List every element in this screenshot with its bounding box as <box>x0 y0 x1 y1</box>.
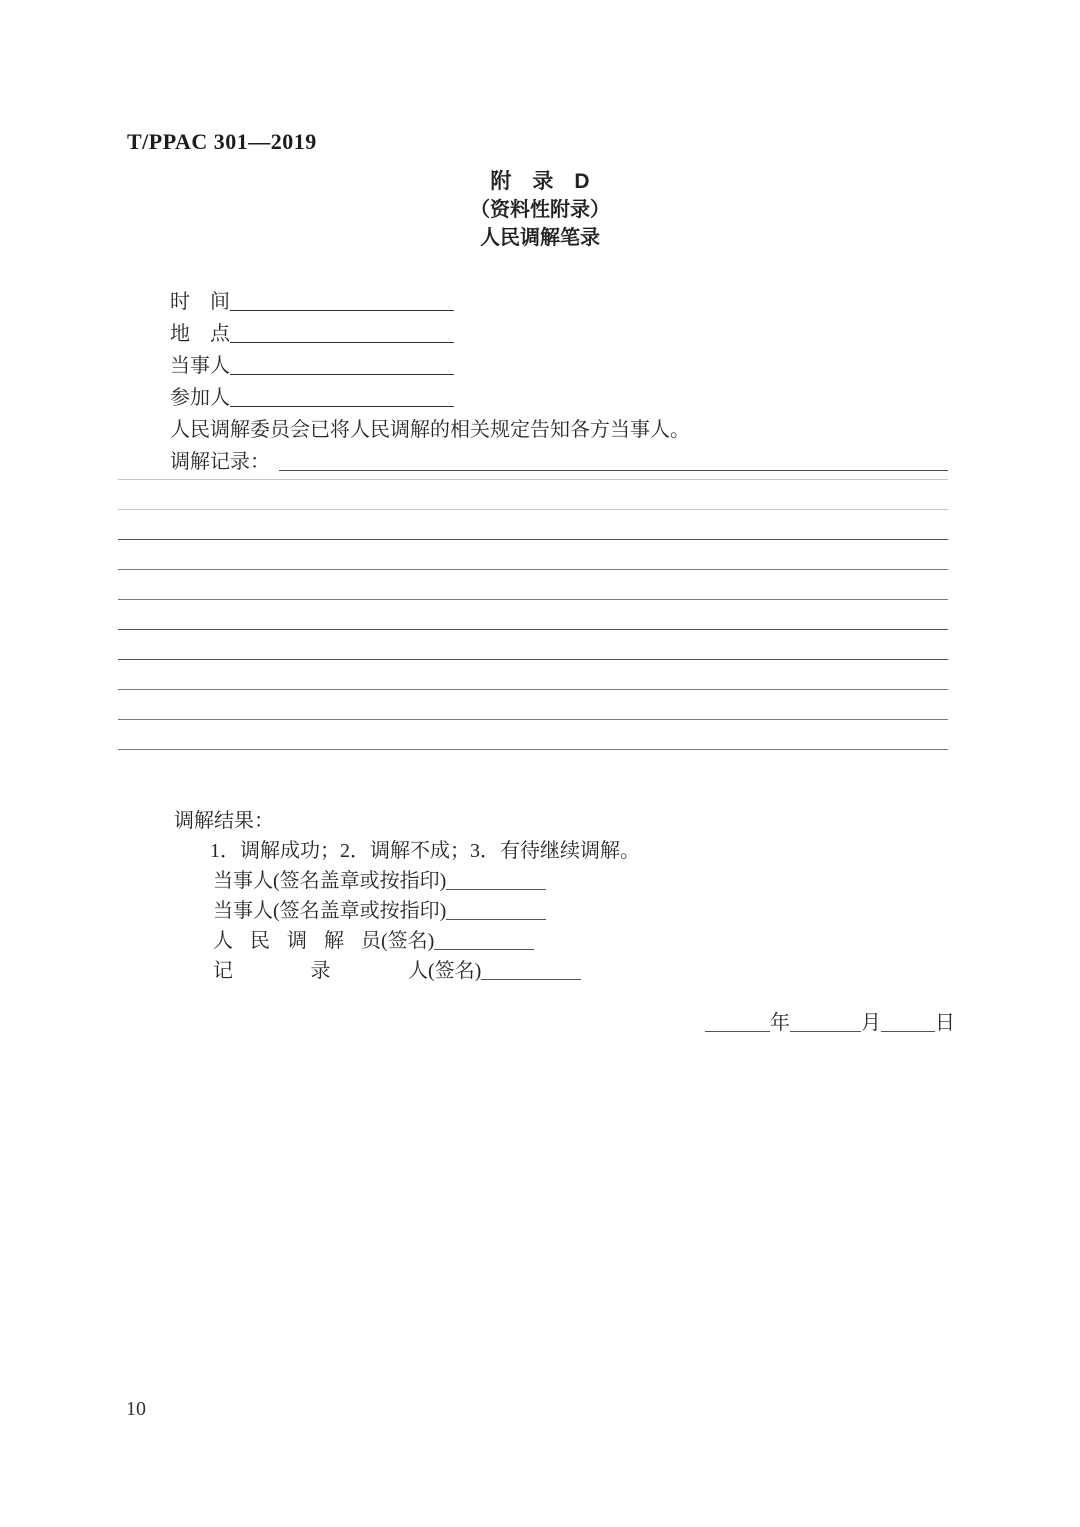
record-blank-line <box>118 450 948 480</box>
appendix-title: 附 录 D <box>490 170 590 193</box>
field-blank-time <box>230 309 454 311</box>
signature-blank-party1 <box>446 888 546 890</box>
field-label-participants: 参加人 <box>170 387 230 409</box>
record-label: 调解记录： <box>170 451 270 473</box>
record-blank-line <box>118 540 948 570</box>
result-options: 1．调解成功；2．调解不成；3．有待继续调解。 <box>210 840 640 862</box>
date-blank-year <box>705 1030 770 1032</box>
field-blank-parties <box>230 373 454 375</box>
signature-row-recorder <box>174 953 954 983</box>
field-label-place: 地 点 <box>170 323 230 345</box>
record-blank-line <box>118 570 948 600</box>
record-blank-line <box>118 510 948 540</box>
signature-hint-recorder: (签名) <box>428 960 482 982</box>
record-lines <box>118 450 948 750</box>
signature-label-party2: 当事人 <box>213 900 273 922</box>
page-number: 10 <box>126 1398 146 1420</box>
signature-row-party2 <box>174 893 954 923</box>
signature-blank-mediator <box>434 948 534 950</box>
form-header-fields <box>170 282 948 474</box>
field-blank-place <box>230 341 454 343</box>
signature-blank-party2 <box>446 918 546 920</box>
signature-blank-recorder <box>481 978 581 980</box>
result-label: 调解结果： <box>174 810 274 832</box>
field-label-parties: 当事人 <box>170 355 230 377</box>
date-blank-day <box>881 1030 935 1032</box>
field-row-participants <box>170 378 948 410</box>
signature-row-mediator <box>174 923 954 953</box>
date-line <box>705 1005 955 1035</box>
field-label-time: 时 间 <box>170 291 230 313</box>
field-row-time <box>170 282 948 314</box>
signature-label-mediator: 人民调解员 <box>213 930 381 952</box>
result-label-row <box>174 803 954 833</box>
signature-hint-party1: (签名盖章或按指印) <box>273 870 447 892</box>
date-blank-month <box>790 1030 861 1032</box>
form-title: 人民调解笔录 <box>480 227 600 249</box>
signature-hint-mediator: (签名) <box>381 930 435 952</box>
date-year-label: 年 <box>770 1012 790 1034</box>
result-options-row <box>174 833 954 863</box>
record-blank-line <box>118 480 948 510</box>
field-row-parties <box>170 346 948 378</box>
field-row-place <box>170 314 948 346</box>
signature-row-party1 <box>174 863 954 893</box>
appendix-subtitle: （资料性附录） <box>470 199 610 221</box>
date-month-label: 月 <box>861 1012 881 1034</box>
record-blank-line <box>118 600 948 630</box>
signature-label-party1: 当事人 <box>213 870 273 892</box>
signature-label-recorder: 记录人 <box>213 960 428 982</box>
result-section <box>174 803 954 983</box>
record-blank-line <box>118 690 948 720</box>
date-day-label: 日 <box>935 1012 955 1034</box>
signature-hint-party2: (签名盖章或按指印) <box>273 900 447 922</box>
notice-text: 人民调解委员会已将人民调解的相关规定告知各方当事人。 <box>170 419 690 441</box>
record-blank-line <box>118 660 948 690</box>
field-blank-participants <box>230 405 454 407</box>
notice-row <box>170 410 948 442</box>
record-blank-line <box>118 630 948 660</box>
record-blank-line <box>118 720 948 750</box>
standard-code: T/PPAC 301—2019 <box>127 129 317 154</box>
appendix-heading <box>0 168 1080 252</box>
